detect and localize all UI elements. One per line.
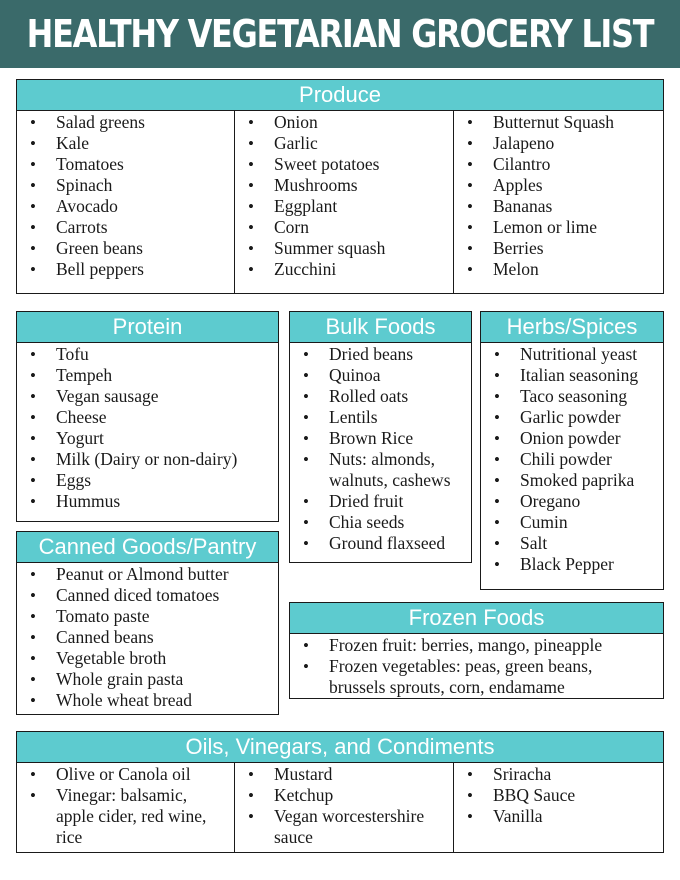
list-item: • Salad greens	[17, 112, 234, 133]
protein-section	[16, 311, 279, 522]
list-item: • Garlic	[235, 133, 453, 154]
list-item: • Smoked paprika	[481, 470, 663, 491]
list-item-line: rice	[56, 827, 83, 847]
produce-column-3	[453, 111, 663, 294]
list-item: • Quinoa	[290, 365, 471, 386]
list-item: • Tomatoes	[17, 154, 234, 175]
oils-vinegars-condiments-heading: Oils, Vinegars, and Condiments	[17, 732, 663, 763]
list-item: • Vegan sausage	[17, 386, 278, 407]
list-item: • Whole grain pasta	[17, 669, 278, 690]
list-item-line: • Frozen vegetables: peas, green beans,	[329, 656, 593, 676]
frozen-foods-heading: Frozen Foods	[290, 603, 663, 634]
list-item-line: walnuts, cashews	[329, 470, 451, 490]
list-item: • Olive or Canola oil	[17, 764, 234, 785]
list-item: • Lentils	[290, 407, 471, 428]
canned-goods-section	[16, 531, 279, 715]
list-item: • Cumin	[481, 512, 663, 533]
oils-vinegars-condiments-section	[16, 731, 664, 853]
produce-column-2	[234, 111, 453, 294]
list-item: • Zucchini	[235, 259, 453, 280]
list-item-line: sauce	[274, 827, 313, 847]
protein-heading: Protein	[17, 312, 278, 343]
list-item: • Onion	[235, 112, 453, 133]
list-item: • Summer squash	[235, 238, 453, 259]
list-item: • Sriracha	[454, 764, 663, 785]
herbs-spices-section	[480, 311, 664, 590]
list-item: • Berries	[454, 238, 663, 259]
list-item-line: brussels sprouts, corn, endamame	[329, 677, 565, 697]
herbs-spices-heading: Herbs/Spices	[481, 312, 663, 343]
list-item: • Onion powder	[481, 428, 663, 449]
list-item: • Dried fruit	[290, 491, 471, 512]
list-item: • Mushrooms	[235, 175, 453, 196]
list-item: • Eggs	[17, 470, 278, 491]
frozen-foods-section	[289, 602, 664, 699]
list-item: • Garlic powder	[481, 407, 663, 428]
list-item-line: apple cider, red wine,	[56, 806, 207, 826]
list-item: • Dried beans	[290, 344, 471, 365]
list-item: • Taco seasoning	[481, 386, 663, 407]
list-item: • Oregano	[481, 491, 663, 512]
canned-goods-heading: Canned Goods/Pantry	[17, 532, 278, 563]
list-item: • Yogurt	[17, 428, 278, 449]
list-item: • Nutritional yeast	[481, 344, 663, 365]
list-item: • Sweet potatoes	[235, 154, 453, 175]
list-item: • Vegetable broth	[17, 648, 278, 669]
list-item: • Chili powder	[481, 449, 663, 470]
list-item: • Frozen fruit: berries, mango, pineapple	[290, 635, 663, 656]
list-item: • Black Pepper	[481, 554, 663, 575]
list-item: • Hummus	[17, 491, 278, 512]
list-item: • Avocado	[17, 196, 234, 217]
list-item: • Tempeh	[17, 365, 278, 386]
bulk-foods-heading: Bulk Foods	[290, 312, 471, 343]
page-title: HEALTHY VEGETARIAN GROCERY LIST	[26, 12, 654, 56]
list-item: • Whole wheat bread	[17, 690, 278, 711]
produce-section	[16, 79, 664, 294]
list-item: • Eggplant	[235, 196, 453, 217]
list-item: • Jalapeno	[454, 133, 663, 154]
list-item: • Melon	[454, 259, 663, 280]
oils-column-3	[453, 763, 663, 853]
list-item: • Carrots	[17, 217, 234, 238]
list-item: • Rolled oats	[290, 386, 471, 407]
list-item: • Peanut or Almond butter	[17, 564, 278, 585]
oils-column-2	[234, 763, 453, 853]
list-item	[235, 806, 453, 848]
list-item	[290, 449, 471, 491]
list-item: • Apples	[454, 175, 663, 196]
list-item: • Canned beans	[17, 627, 278, 648]
list-item: • Ketchup	[235, 785, 453, 806]
list-item	[17, 785, 234, 848]
list-item: • Vanilla	[454, 806, 663, 827]
list-item: • Bananas	[454, 196, 663, 217]
list-item: • Lemon or lime	[454, 217, 663, 238]
list-item: • Italian seasoning	[481, 365, 663, 386]
produce-heading: Produce	[17, 80, 663, 111]
list-item: • Cheese	[17, 407, 278, 428]
list-item: • Spinach	[17, 175, 234, 196]
list-item: • Ground flaxseed	[290, 533, 471, 554]
list-item: • BBQ Sauce	[454, 785, 663, 806]
list-item: • Tofu	[17, 344, 278, 365]
list-item: • Butternut Squash	[454, 112, 663, 133]
list-item: • Cilantro	[454, 154, 663, 175]
title-banner	[0, 0, 680, 68]
list-item: • Brown Rice	[290, 428, 471, 449]
list-item-line: • Vegan worcestershire	[274, 806, 425, 826]
list-item: • Kale	[17, 133, 234, 154]
list-item-line: • Nuts: almonds,	[329, 449, 435, 469]
list-item	[290, 656, 663, 698]
list-item: • Bell peppers	[17, 259, 234, 280]
list-item: • Chia seeds	[290, 512, 471, 533]
list-item: • Green beans	[17, 238, 234, 259]
list-item: • Tomato paste	[17, 606, 278, 627]
list-item: • Mustard	[235, 764, 453, 785]
list-item: • Canned diced tomatoes	[17, 585, 278, 606]
list-item: • Corn	[235, 217, 453, 238]
oils-column-1	[17, 763, 234, 853]
list-item: • Salt	[481, 533, 663, 554]
produce-column-1	[17, 111, 234, 294]
list-item: • Milk (Dairy or non-dairy)	[17, 449, 278, 470]
bulk-foods-section	[289, 311, 472, 563]
list-item-line: • Vinegar: balsamic,	[56, 785, 188, 805]
